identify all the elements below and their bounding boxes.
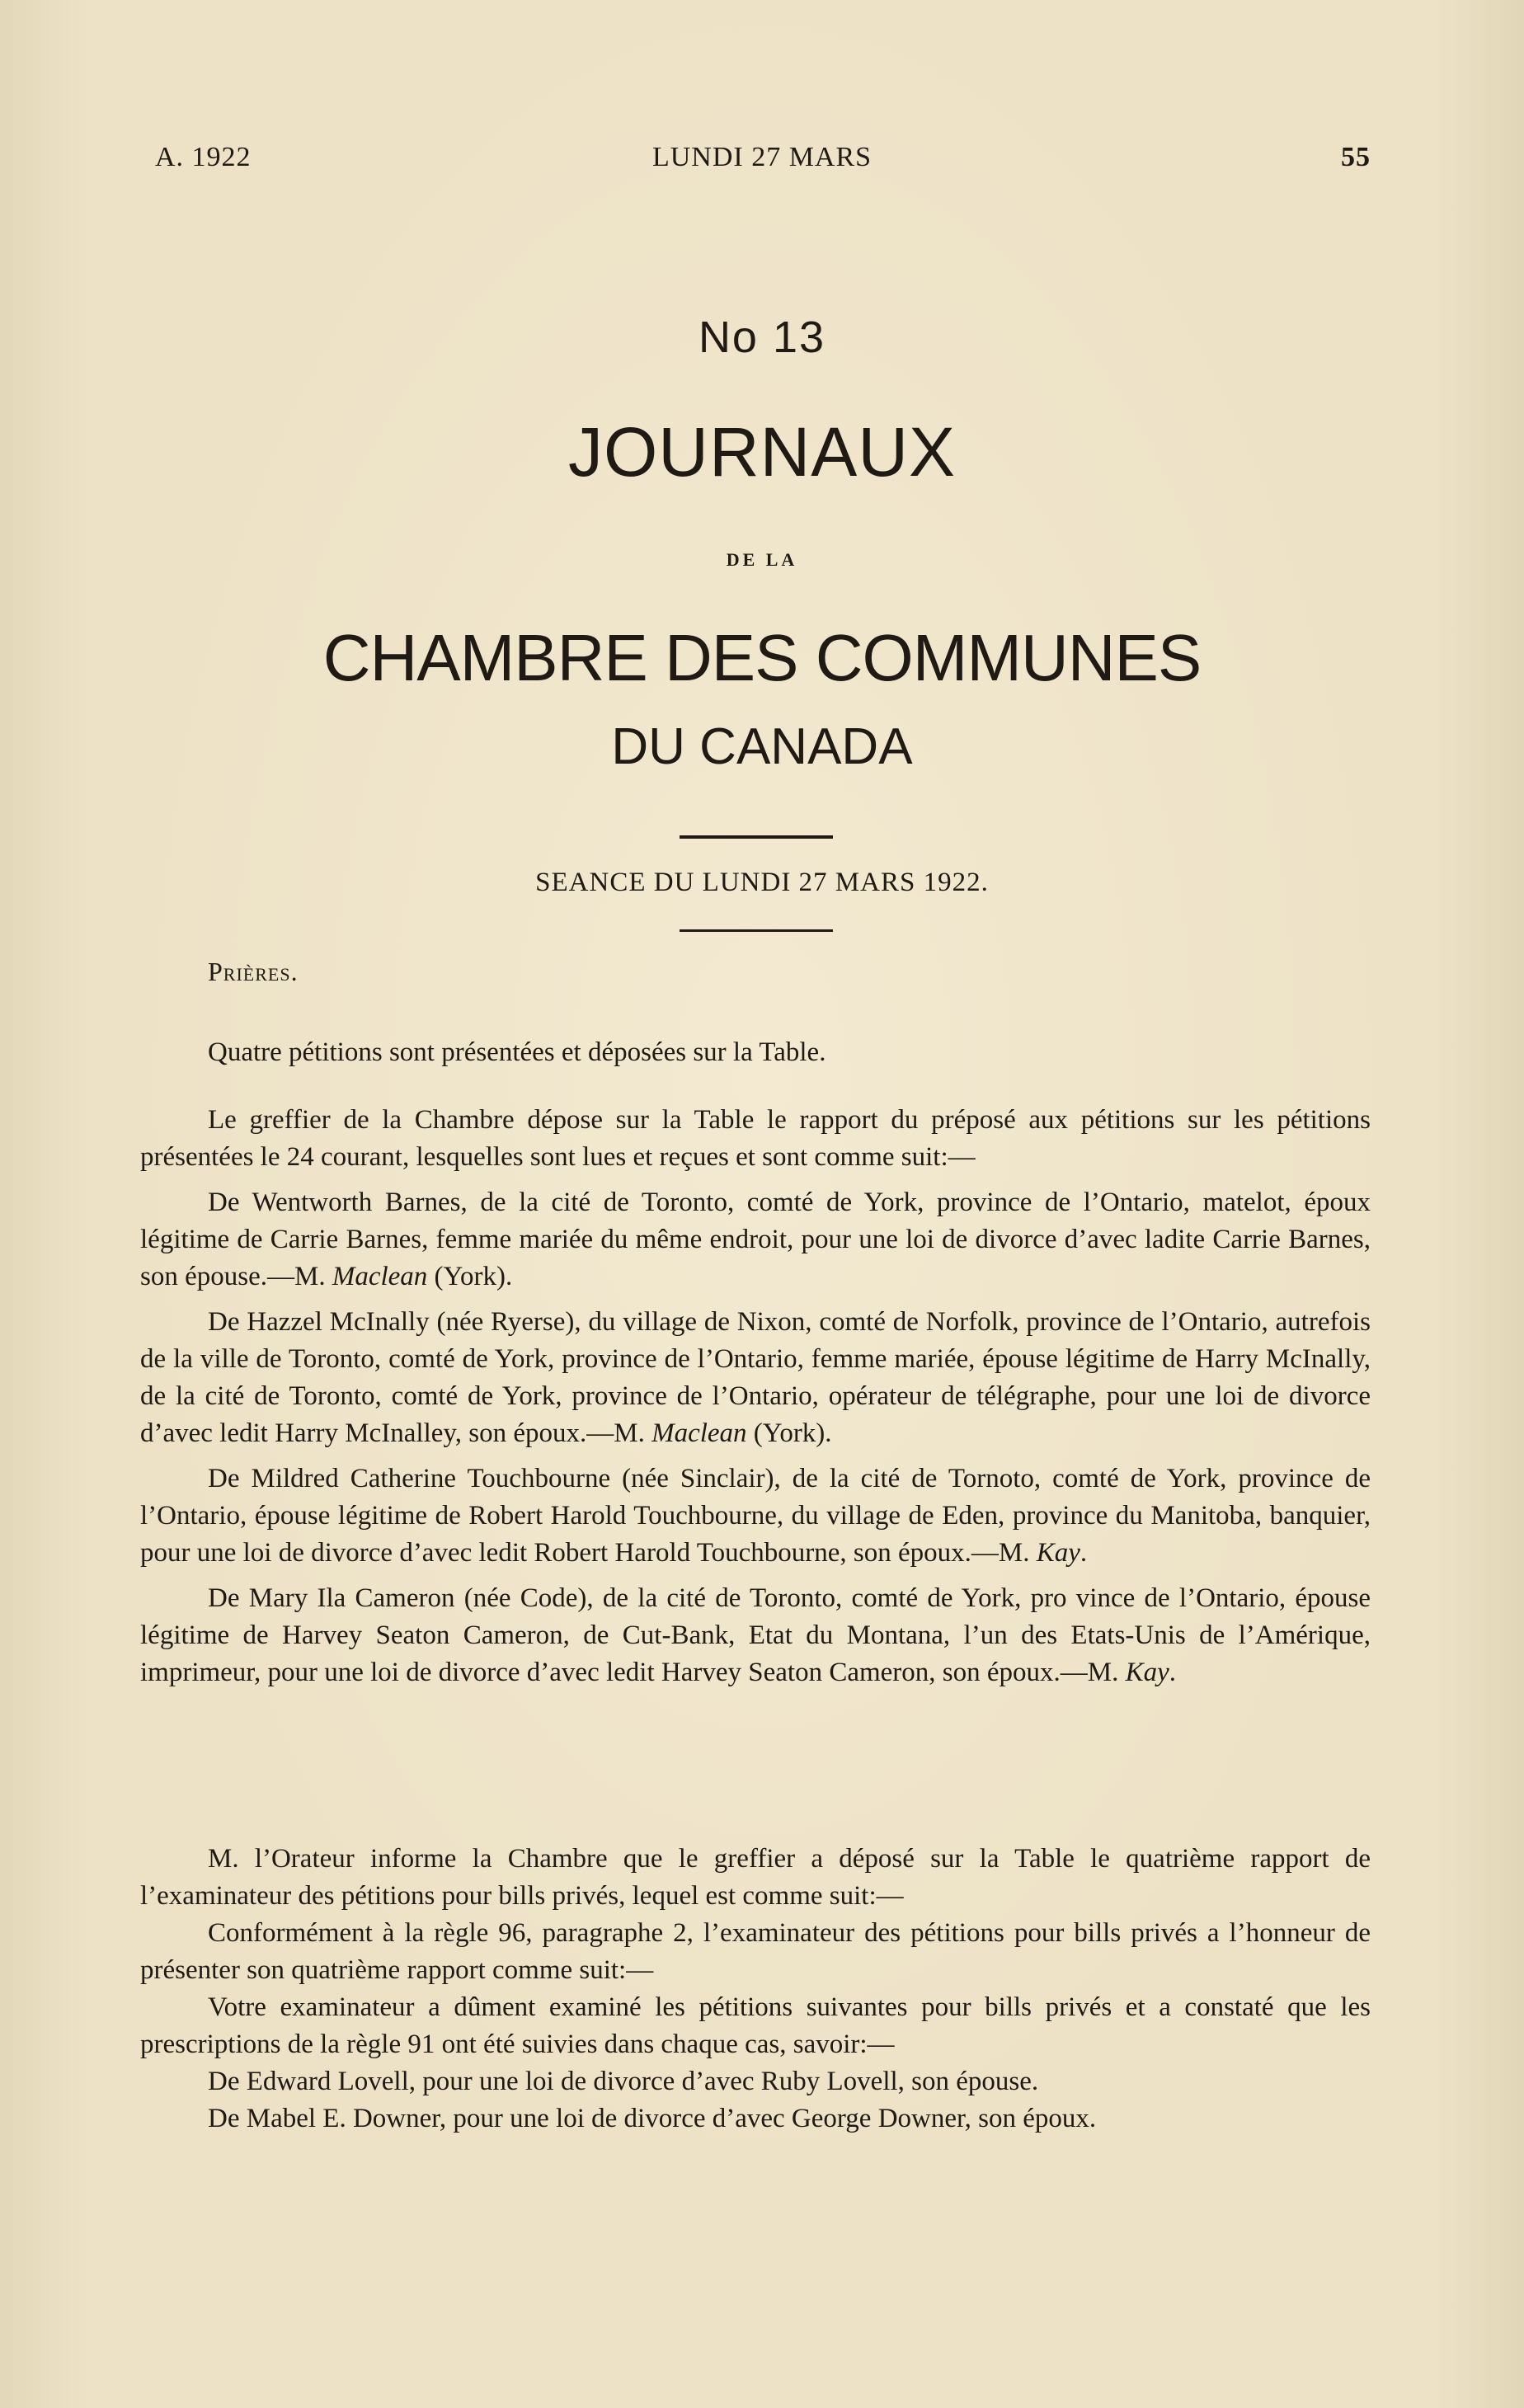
title-journaux: JOURNAUX [567, 413, 957, 491]
prieres-heading: Prières. [208, 957, 299, 986]
seance-heading: SEANCE DU LUNDI 27 MARS 1922. [535, 868, 989, 897]
title-chambre: CHAMBRE DES COMMUNES [322, 621, 1202, 694]
running-header [0, 142, 1524, 183]
title-de-la: DE LA [726, 549, 798, 570]
divider-bottom [680, 929, 833, 932]
petitions-presented: Quatre pétitions sont présentées et déposées sur la Table. [208, 1037, 826, 1067]
header-date: LUNDI 27 MARS [651, 142, 873, 172]
title-canada: DU CANADA [611, 718, 913, 775]
greffier-intro: Le greffier de la Chambre dépose sur la Table le rapport du préposé aux pétitions sur les pétitions présentées le 24 courant, lesquelles sont lues et reçues et sont comme suit:— [140, 1105, 1371, 1172]
header-year: A. 1922 [155, 142, 252, 172]
divider-top [680, 835, 833, 839]
issue-number: No 13 [698, 313, 826, 362]
petition-item: De Hazzel McInally (née Ryerse), du village de Nixon, comté de Norfolk, province de l’Ontario, autrefois de la ville de Toronto, comté de York, province de l’Ontario, femme mariée, épouse légitime de Harry McInally, de la cité de Toronto, comté de York, province de l’Ontario, opérateur de télégraphe, pour une loi de divorce d’avec ledit Harry McInalley, son époux.—M. Maclean (York). [140, 1307, 1371, 1448]
petition-item: De Mary Ila Cameron (née Code), de la cité de Toronto, comté de York, pro vince de l’Ontario, épouse légitime de Harvey Seaton Cameron, de Cut-Bank, Etat du Montana, l’un des Etats-Unis de l’Amérique, imprimeur, pour une loi de divorce d’avec ledit Harvey Seaton Cameron, son époux.—M. Kay. [140, 1583, 1371, 1687]
orateur-paragraph: Votre examinateur a dûment examiné les pétitions suivantes pour bills privés et a constaté que les prescriptions de la règle 91 ont été suivies dans chaque cas, savoir:— [140, 1992, 1371, 2059]
petition-item: De Wentworth Barnes, de la cité de Toronto, comté de York, province de l’Ontario, matelot, époux légitime de Carrie Barnes, femme mariée du même endroit, pour une loi de divorce d’avec ladite Carrie Barnes, son épouse.—M. Maclean (York). [140, 1188, 1371, 1291]
page-number: 55 [1341, 142, 1371, 172]
orateur-paragraph: De Edward Lovell, pour une loi de divorce d’avec Ruby Lovell, son épouse. [208, 2067, 1039, 2096]
orateur-paragraph: M. l’Orateur informe la Chambre que le greffier a déposé sur la Table le quatrième rapport de l’examinateur des pétitions pour bills privés, lequel est comme suit:— [140, 1844, 1371, 1911]
orateur-paragraph: Conformément à la règle 96, paragraphe 2, l’examinateur des pétitions pour bills privés a l’honneur de présenter son quatrième rapport comme suit:— [140, 1918, 1371, 1985]
orateur-report [140, 1841, 1371, 2138]
greffier-report [140, 1102, 1371, 1691]
orateur-paragraph: De Mabel E. Downer, pour une loi de divorce d’avec George Downer, son époux. [208, 2104, 1097, 2133]
petition-item: De Mildred Catherine Touchbourne (née Sinclair), de la cité de Tornoto, comté de York, province de l’Ontario, épouse légitime de Robert Harold Touchbourne, du village de Eden, province du Manitoba, banquier, pour une loi de divorce d’avec ledit Robert Harold Touchbourne, son époux.—M. Kay. [140, 1464, 1371, 1568]
